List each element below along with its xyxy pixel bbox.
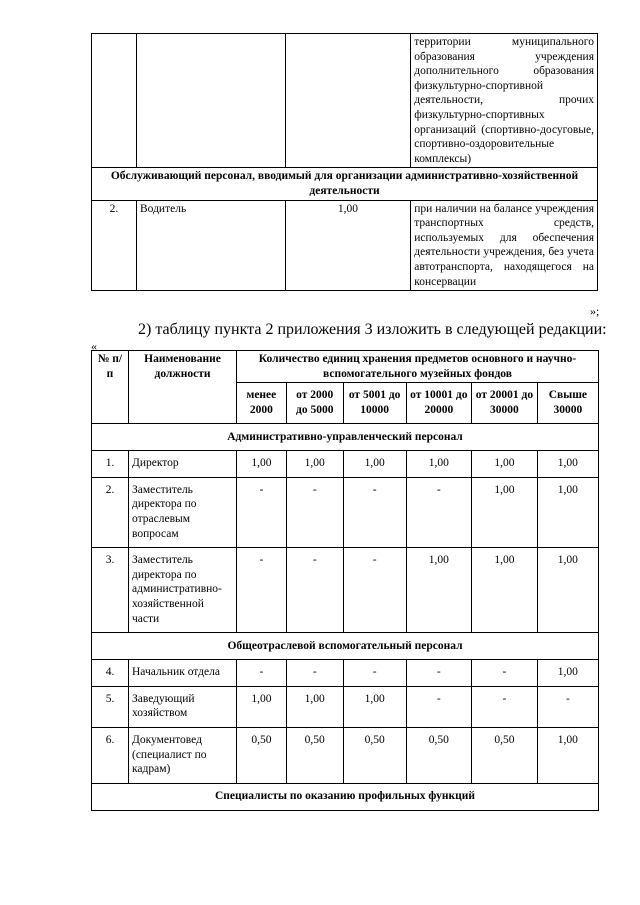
staff-value: 1,00 [406, 451, 472, 478]
condition-cell: при наличии на балансе учреждения транспортных средств, используемых для обеспечения деятельности учреждения, без учета автотранспорта, находящегося на консервации [411, 200, 598, 291]
table-cell [285, 34, 411, 168]
row-number: 2. [92, 200, 137, 291]
table-row [92, 548, 599, 633]
museum-staff-table [91, 350, 599, 811]
header-col: от 5001 до 10000 [343, 383, 406, 424]
position-name: Заведующий хозяйством [129, 686, 237, 727]
staff-value: - [286, 477, 343, 547]
row-number: 4. [92, 660, 129, 687]
header-col: от 20001 до 30000 [472, 383, 538, 424]
staff-value: - [472, 686, 538, 727]
header-col: менее 2000 [237, 383, 287, 424]
header-num: № п/п [92, 351, 129, 424]
header-col: от 2000 до 5000 [286, 383, 343, 424]
staff-value: - [286, 660, 343, 687]
header-row [92, 351, 599, 383]
staff-value: - [286, 548, 343, 633]
staff-value: - [237, 477, 287, 547]
staff-value: 1,00 [343, 451, 406, 478]
row-number: 6. [92, 727, 129, 783]
staff-value: 1,00 [285, 200, 411, 291]
staff-value: - [237, 660, 287, 687]
table-row [92, 34, 598, 168]
header-group: Количество единиц хранения предметов основного и научно-вспомогательного музейных фондов [237, 351, 599, 383]
staff-value: - [472, 660, 538, 687]
table-row [92, 477, 599, 547]
staff-value: - [343, 660, 406, 687]
staff-value: 1,00 [237, 686, 287, 727]
staff-value: 0,50 [237, 727, 287, 783]
staff-value: 0,50 [343, 727, 406, 783]
staff-value: 1,00 [537, 477, 598, 547]
staff-value: - [406, 686, 472, 727]
staff-value: 1,00 [343, 686, 406, 727]
section-title: Общеотраслевой вспомогательный персонал [92, 633, 599, 660]
closing-quote: »; [590, 304, 600, 318]
table-row [92, 727, 599, 783]
position-name: Документовед (специалист по кадрам) [129, 727, 237, 783]
staff-value: 1,00 [537, 451, 598, 478]
header-position: Наименование должности [129, 351, 237, 424]
row-number: 1. [92, 451, 129, 478]
staff-value: 1,00 [537, 660, 598, 687]
table-cell [92, 34, 137, 168]
position-name: Начальник отдела [129, 660, 237, 687]
staff-value: 0,50 [406, 727, 472, 783]
opening-quote: « [91, 339, 97, 353]
table-cell [136, 34, 285, 168]
position-name: Заместитель директора по отраслевым вопросам [129, 477, 237, 547]
table-row [92, 200, 598, 291]
position-name: Заместитель директора по административно-хозяйственной части [129, 548, 237, 633]
staff-value: - [343, 548, 406, 633]
section-title: Специалисты по оказанию профильных функций [92, 783, 599, 810]
staff-value: 1,00 [472, 477, 538, 547]
staff-value: 1,00 [286, 686, 343, 727]
staff-value: 1,00 [237, 451, 287, 478]
amendment-paragraph: 2) таблицу пункта 2 приложения 3 изложить в следующей редакции: [138, 321, 607, 338]
staff-value: 1,00 [286, 451, 343, 478]
staff-table-continued [91, 33, 598, 291]
staff-value: - [237, 548, 287, 633]
staff-value: 1,00 [537, 727, 598, 783]
section-row [92, 424, 599, 451]
condition-cell: территории муниципального образования учреждения дополнительного образования физкультурно-спортивной деятельности, прочих физкультурно-спортивных организаций (спортивно-досуговые, спортивно-оздоровительные комплексы) [411, 34, 598, 168]
table-row [92, 660, 599, 687]
section-row [92, 633, 599, 660]
table-row [92, 451, 599, 478]
row-number: 5. [92, 686, 129, 727]
staff-value: 1,00 [472, 451, 538, 478]
staff-value: 1,00 [406, 548, 472, 633]
staff-value: - [406, 477, 472, 547]
header-col: от 10001 до 20000 [406, 383, 472, 424]
row-number: 2. [92, 477, 129, 547]
staff-value: - [406, 660, 472, 687]
section-title: Административно-управленческий персонал [92, 424, 599, 451]
staff-value: - [343, 477, 406, 547]
table-row [92, 686, 599, 727]
staff-value: 1,00 [472, 548, 538, 633]
staff-value: 0,50 [472, 727, 538, 783]
position-name: Водитель [136, 200, 285, 291]
staff-value: 1,00 [537, 548, 598, 633]
position-name: Директор [129, 451, 237, 478]
header-col: Свыше 30000 [537, 383, 598, 424]
staff-value: 0,50 [286, 727, 343, 783]
staff-value: - [537, 686, 598, 727]
section-row [92, 783, 599, 810]
section-row [92, 168, 598, 200]
section-title: Обслуживающий персонал, вводимый для организации административно-хозяйственной деятельности [92, 168, 598, 200]
row-number: 3. [92, 548, 129, 633]
